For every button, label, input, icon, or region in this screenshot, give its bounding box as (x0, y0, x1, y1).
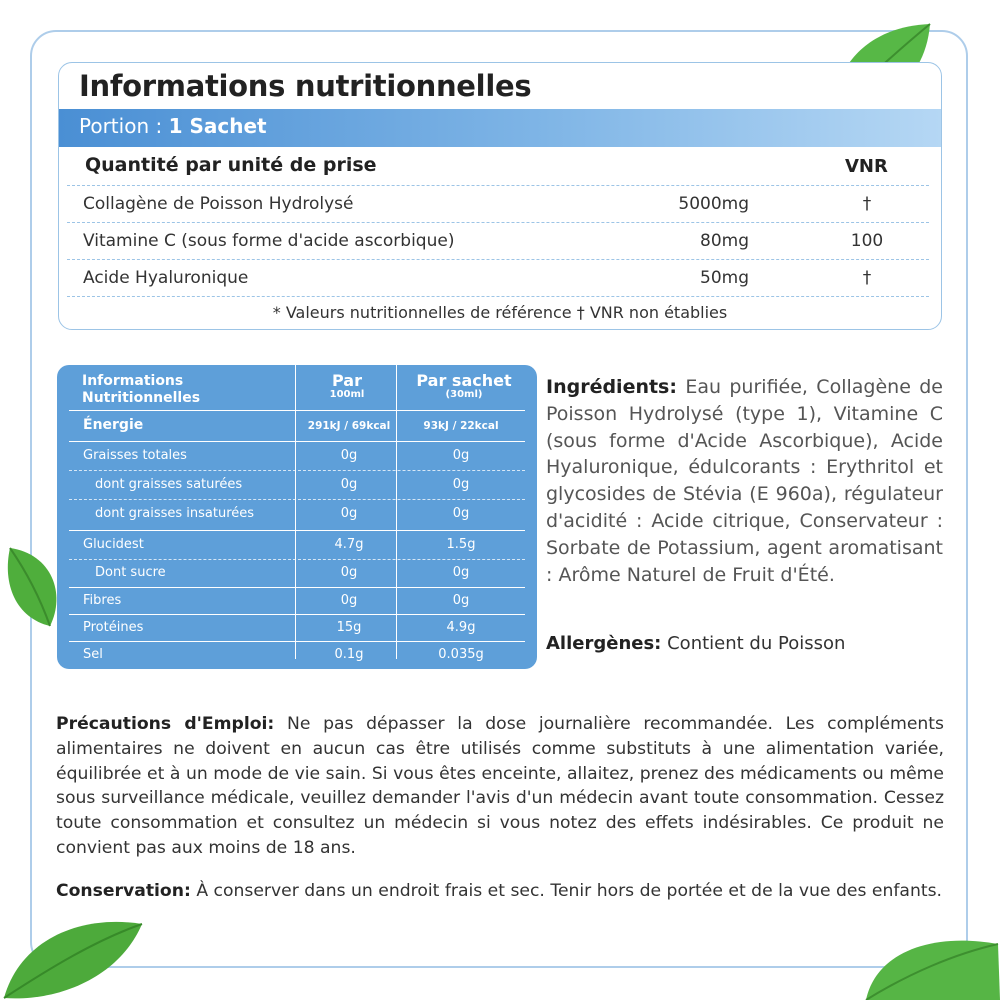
conservation-label: Conservation: (56, 881, 191, 901)
row-name: Vitamine C (sous forme d'acide ascorbique) (83, 231, 455, 251)
quantity-header: Quantité par unité de prise (85, 154, 377, 176)
portion-value: 1 Sachet (168, 114, 267, 138)
row-name: Collagène de Poisson Hydrolysé (83, 194, 354, 214)
leaf-icon (0, 910, 150, 1000)
col-header-sachet (398, 371, 530, 400)
conservation-text: À conserver dans un endroit frais et sec. Tenir hors de portée et de la vue des enfants. (190, 881, 942, 901)
energy-sachet: 93kJ / 22kcal (423, 420, 499, 432)
col2-title: Par sachet (416, 371, 512, 390)
table-row (69, 499, 525, 530)
nutrient-label: dont graisses saturées (95, 477, 243, 492)
table-row (67, 259, 929, 297)
row-amount: 50mg (700, 268, 749, 288)
value-sachet: 0g (452, 593, 470, 608)
value-sachet: 0g (452, 448, 470, 463)
value-sachet: 4.9g (446, 620, 476, 635)
table-row (67, 185, 929, 223)
allergens-label: Allergènes: (546, 633, 662, 654)
row-amount: 80mg (700, 231, 749, 251)
col-header-100ml (297, 371, 397, 400)
nutrient-label: Fibres (83, 593, 122, 608)
value-100ml: 0g (340, 477, 358, 492)
nutrition-facts-box (58, 62, 942, 330)
value-sachet: 0g (452, 565, 470, 580)
footnote: * Valeurs nutritionnelles de référence † VNR non établies (272, 303, 728, 322)
ingredients-block (546, 374, 943, 588)
precautions-label: Précautions d'Emploi: (56, 714, 275, 734)
nutrition-table (57, 365, 537, 669)
nutrient-label: Glucidest (83, 537, 144, 552)
value-100ml: 15g (336, 620, 362, 635)
nutrient-label: Protéines (83, 620, 144, 635)
header-line-1: Informations (82, 373, 184, 389)
col1-title: Par (332, 371, 362, 390)
portion-bar (59, 109, 941, 147)
table-row (69, 470, 525, 500)
energy-label: Énergie (83, 417, 144, 433)
table-header-label (82, 373, 200, 407)
table-row (69, 441, 525, 471)
value-sachet: 0g (452, 477, 470, 492)
table-row (69, 587, 525, 615)
value-sachet: 0.035g (438, 647, 484, 662)
table-row (67, 222, 929, 260)
precautions-text: Ne pas dépasser la dose journalière recommandée. Les compléments alimentaires ne doivent en aucun cas être utilisés comme substituts à une alimentation variée, équilibrée et à un mode de vie sain. Si vous êtes enceinte, allaitez, prenez des médicaments ou même sous surveillance médicale, veuillez demander l'avis d'un médecin avant toute consommation. Cessez toute consommation et consultez un médecin si vous notez des effets indésirables. Ce produit ne convient pas aux moins de 18 ans. (56, 714, 944, 858)
row-name: Acide Hyaluronique (83, 268, 249, 288)
row-vnr: † (862, 194, 872, 214)
allergens-block (546, 633, 845, 654)
energy-row (69, 410, 525, 441)
nutrient-label: Sel (83, 647, 103, 662)
row-amount: 5000mg (678, 194, 749, 214)
conservation-block (56, 881, 966, 901)
value-100ml: 0.1g (334, 647, 364, 662)
divider (67, 296, 929, 297)
col2-sub: (30ml) (445, 389, 483, 400)
value-100ml: 0g (340, 565, 358, 580)
value-100ml: 0g (340, 448, 358, 463)
value-100ml: 4.7g (334, 537, 364, 552)
value-sachet: 1.5g (446, 537, 476, 552)
table-row (69, 641, 525, 669)
box-title: Informations nutritionnelles (79, 69, 532, 103)
row-vnr: † (862, 268, 872, 288)
ingredients-label: Ingrédients: (546, 376, 677, 398)
precautions-block (56, 712, 944, 861)
allergens-text: Contient du Poisson (661, 633, 846, 654)
value-100ml: 0g (340, 593, 358, 608)
table-row (69, 614, 525, 642)
header-line-2: Nutritionnelles (82, 390, 201, 406)
col1-sub: 100ml (329, 389, 365, 400)
leaf-icon (862, 930, 1000, 1000)
nutrient-label: Dont sucre (95, 565, 166, 580)
table-row (69, 530, 525, 560)
nutrient-label: dont graisses insaturées (95, 506, 255, 521)
ingredients-text: Eau purifiée, Collagène de Poisson Hydrolysé (type 1), Vitamine C (sous forme d'Acide Ascorbique), Acide Hyaluronique, édulcorants : Erythritol et glycosides de Stévia (E 960a), régulateur d'acidité : Acide citrique, Conservateur : Sorbate de Potassium, agent aromatisant : Arôme Naturel de Fruit d'Été. (546, 376, 943, 586)
energy-100ml: 291kJ / 69kcal (307, 420, 391, 432)
nutrient-label: Graisses totales (83, 448, 187, 463)
row-vnr: 100 (850, 231, 884, 251)
value-100ml: 0g (340, 506, 358, 521)
vnr-header: VNR (845, 156, 888, 177)
portion-label: Portion : (79, 114, 169, 138)
value-sachet: 0g (452, 506, 470, 521)
portion-text (79, 114, 267, 138)
table-row (69, 559, 525, 587)
